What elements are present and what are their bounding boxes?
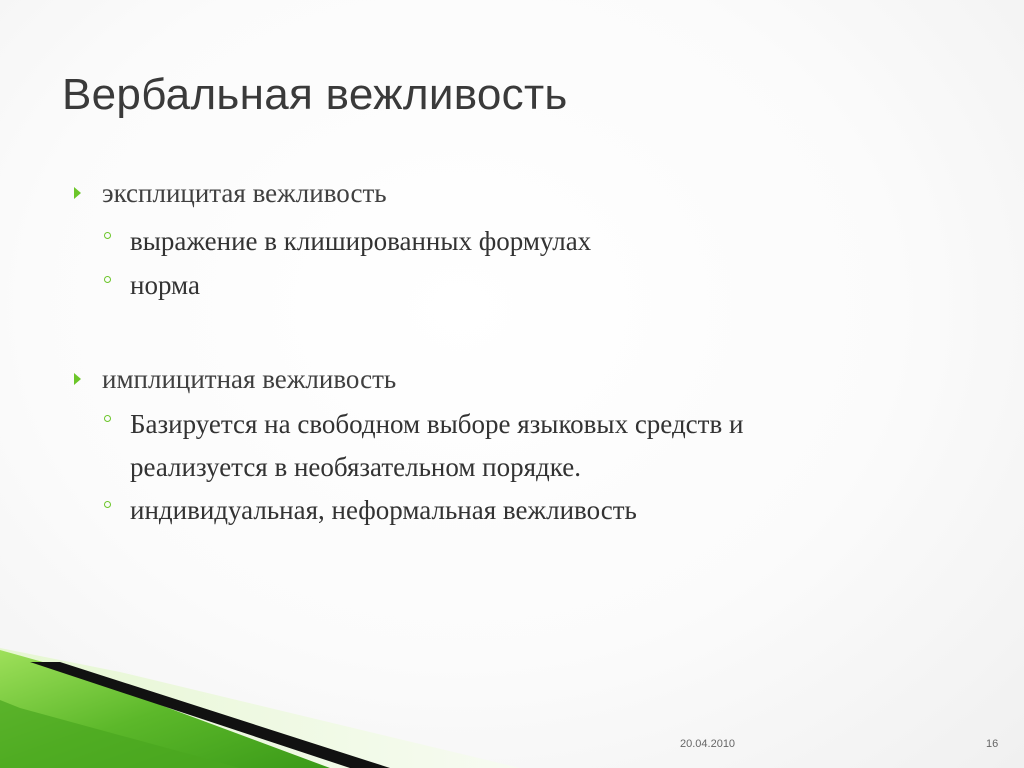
page-number: 16 — [986, 738, 999, 750]
bullet-text: эксплицитая вежливость — [102, 178, 387, 208]
sub-bullet-text: индивидуальная, неформальная вежливость — [130, 495, 637, 525]
bullet-text: имплицитная вежливость — [102, 364, 397, 394]
sub-bullet-line-2: реализуется в необязательном порядке. — [130, 452, 581, 482]
footer-date: 20.04.2010 — [680, 738, 736, 750]
sub-bullet-text: норма — [130, 270, 200, 300]
slide-title: Вербальная вежливость — [62, 70, 568, 119]
sub-bullet-line-1: Базируется на свободном выборе языковых средств и — [130, 409, 744, 439]
sub-bullet-text: выражение в клишированных формулах — [130, 226, 592, 256]
